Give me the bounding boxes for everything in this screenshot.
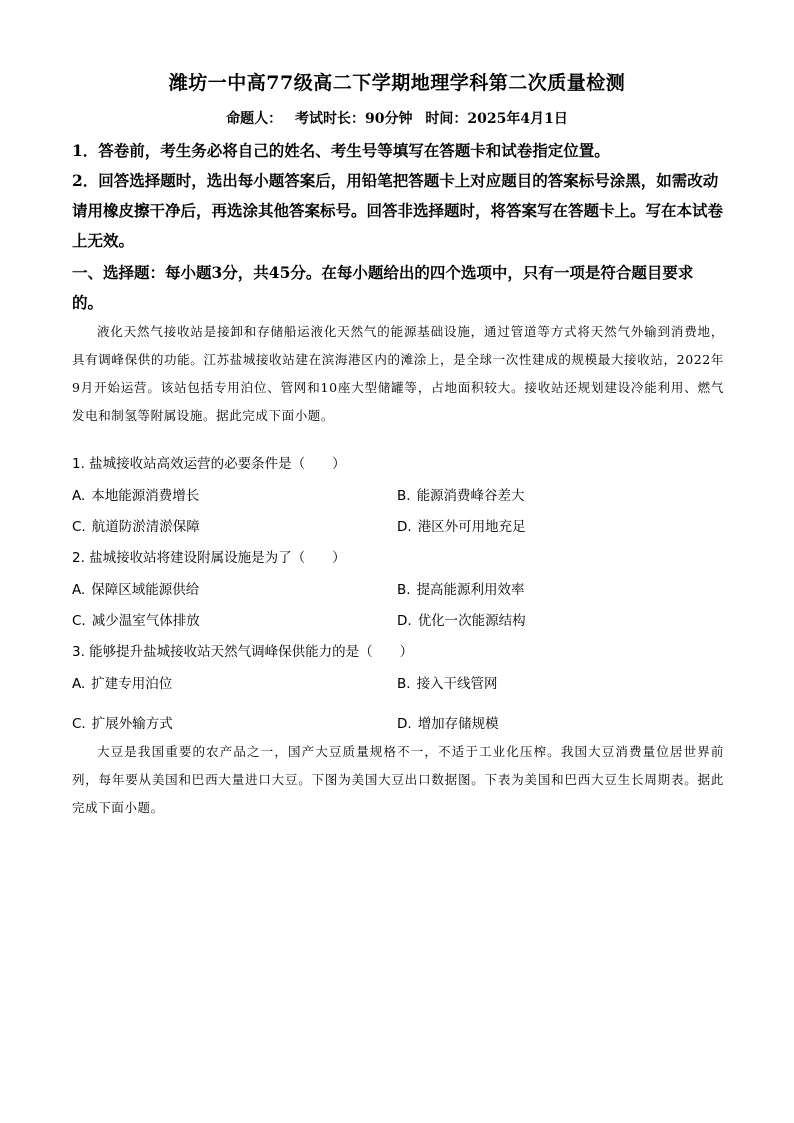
option-text: 增加存储规模 [417, 716, 499, 732]
option-letter: C. [72, 613, 86, 629]
option-letter: D. [397, 716, 412, 732]
question-1-option-c[interactable] [72, 515, 200, 535]
setter-label: 命题人： [226, 111, 283, 127]
option-letter: A. [72, 582, 86, 598]
option-letter: B. [397, 676, 411, 692]
option-text: 优化一次能源结构 [417, 613, 526, 629]
option-text: 接入干线管网 [416, 676, 498, 692]
section-heading-choice: 一、选择题：每小题3分，共45分。在每小题给出的四个选项中，只有一项是符合题目要求的。 [72, 263, 694, 312]
question-3-stem: 3. 能够提升盐城接收站天然气调峰保供能力的是（ ） [72, 644, 414, 660]
option-text: 港区外可用地充足 [417, 519, 526, 535]
option-text: 扩建专用泊位 [91, 676, 173, 692]
option-text: 本地能源消费增长 [91, 488, 200, 504]
exam-meta [0, 108, 794, 128]
passage-soybean: 大豆是我国重要的农产品之一，国产大豆质量规格不一，不适于工业化压榨。我国大豆消费量位居世界前列，每年要从美国和巴西大量进口大豆。下图为美国大豆出口数据图。下表为美国和巴西大豆生长周期表。据此完成下面小题。 [72, 744, 724, 815]
question-2-stem: 2. 盐城接收站将建设附属设施是为了（ ） [72, 550, 346, 566]
question-2-option-d[interactable] [397, 609, 526, 629]
option-text: 扩展外输方式 [91, 716, 173, 732]
question-1-option-a[interactable] [72, 484, 199, 504]
duration-label: 考试时长：90分钟 [295, 111, 413, 127]
question-3-option-a[interactable] [72, 672, 172, 692]
question-1-option-b[interactable] [397, 484, 525, 504]
passage-lng: 液化天然气接收站是接卸和存储船运液化天然气的能源基础设施，通过管道等方式将天然气外输到消费地，具有调峰保供的功能。江苏盐城接收站建在滨海港区内的滩涂上，是全球一次性建成的规模最大接收站，2022年9月开始运营。该站包括专用泊位、管网和10座大型储罐等，占地面积较大。接收站还规划建设冷能利用、燃气发电和制氢等附属设施。据此完成下面小题。 [72, 324, 724, 423]
question-3-option-c[interactable] [72, 712, 173, 732]
instruction-2: 2．回答选择题时，选出每小题答案后，用铅笔把答题卡上对应题目的答案标号涂黑，如需改动请用橡皮擦干净后，再选涂其他答案标号。回答非选择题时，将答案写在答题卡上。写在本试卷上无效。 [72, 171, 724, 250]
option-letter: B. [397, 488, 411, 504]
option-text: 能源消费峰谷差大 [416, 488, 525, 504]
option-text: 航道防淤清淤保障 [91, 519, 200, 535]
option-letter: D. [397, 613, 412, 629]
option-text: 减少温室气体排放 [91, 613, 200, 629]
date-label: 时间：2025年4月1日 [425, 111, 568, 127]
option-letter: A. [72, 488, 86, 504]
question-2-option-b[interactable] [397, 578, 525, 598]
option-letter: B. [397, 582, 411, 598]
instruction-1: 1．答卷前，考生务必将自己的姓名、考生号等填写在答题卡和试卷指定位置。 [72, 141, 610, 160]
option-letter: D. [397, 519, 412, 535]
option-text: 提高能源利用效率 [416, 582, 525, 598]
option-text: 保障区域能源供给 [91, 582, 200, 598]
question-2-option-c[interactable] [72, 609, 200, 629]
question-1-option-d[interactable] [397, 515, 526, 535]
question-1-stem: 1. 盐城接收站高效运营的必要条件是（ ） [72, 456, 346, 472]
exam-title: 潍坊一中高77级高二下学期地理学科第二次质量检测 [168, 72, 626, 94]
question-3-option-d[interactable] [397, 712, 499, 732]
option-letter: C. [72, 519, 86, 535]
question-2-option-a[interactable] [72, 578, 199, 598]
option-letter: A. [72, 676, 86, 692]
option-letter: C. [72, 716, 86, 732]
question-3-option-b[interactable] [397, 672, 498, 692]
